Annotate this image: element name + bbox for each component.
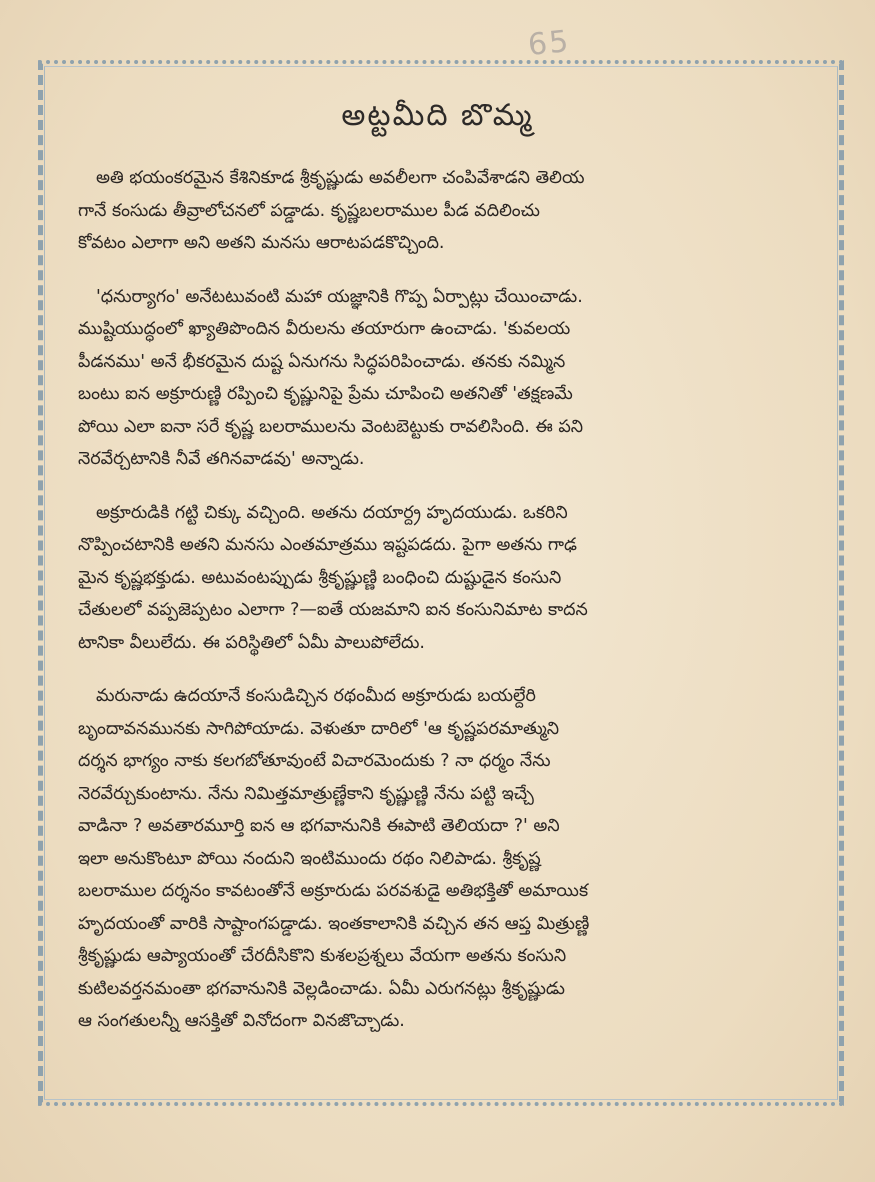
text-line: అక్రూరుడికి గట్టి చిక్కు వచ్చింది. అతను దయార్ద్ర హృదయుడు. ఒకరిని <box>96 502 568 523</box>
text-line: ఇలా అనుకొంటూ పోయి నందుని ఇంటిముందు రథం నిలిపాడు. శ్రీకృష్ణ <box>78 848 541 869</box>
text-line: దర్శన భాగ్యం నాకు కలగబోతూవుంటే విచారమెందుకు ? నా ధర్మం నేను <box>78 751 551 771</box>
text-line: నొప్పించటానికి అతని మనసు ఎంతమాత్రము ఇష్టపడదు. పైగా అతను గాఢ <box>78 535 577 555</box>
text-line: టానికా వీలులేదు. ఈ పరిస్థితిలో ఏమీ పాలుపోలేదు. <box>78 632 425 653</box>
text-line: మైన కృష్ణభక్తుడు. అటువంటప్పుడు శ్రీకృష్ణుణ్ణి బంధించి దుష్టుడైన కంసుని <box>78 567 562 588</box>
paragraph-3 <box>78 497 778 660</box>
text-line: బంటు ఐన అక్రూరుణ్ణి రప్పించి కృష్ణునిపై ప్రేమ చూపించి అతనితో 'తక్షణమే <box>78 384 573 404</box>
text-line: శ్రీకృష్ణుడు ఆప్యాయంతో చేరదీసికొని కుశలప్రశ్నలు వేయగా అతను కంసుని <box>78 946 567 966</box>
text-line: 'ధనుర్యాగం' అనేటటువంటి మహా యజ్ఞానికి గొప్ప ఏర్పాట్లు చేయించాడు. <box>96 286 583 307</box>
text-line: హృదయంతో వారికి సాష్టాంగపడ్డాడు. ఇంతకాలానికి వచ్చిన తన ఆప్త మిత్రుణ్ణి <box>78 913 590 934</box>
page-title: అట్టమీది బొమ్మ <box>341 98 534 133</box>
text-line: చేతులలో వప్పజెప్పటం ఎలాగా ?—ఐతే యజమాని ఐన కంసునిమాట కాదన <box>78 600 588 620</box>
paragraph-1 <box>78 162 778 260</box>
paragraph-2 <box>78 281 778 476</box>
text-line: బలరాముల దర్శనం కావటంతోనే అక్రూరుడు పరవశుడై అతిభక్తితో అమాయిక <box>78 881 589 901</box>
text-line: నెరవేర్చుకుంటాను. నేను నిమిత్తమాత్రుణ్ణేకాని కృష్ణుణ్ణి నేను పట్టి ఇచ్చే <box>78 783 534 804</box>
text-line: గానే కంసుడు తీవ్రాలోచనలో పడ్డాడు. కృష్ణబలరాముల పీడ వదిలించు <box>78 200 540 221</box>
text-line: ఆ సంగతులన్నీ ఆసక్తితో వినోదంగా వినజొచ్చాడు. <box>78 1011 405 1031</box>
text-line: పీడనము' అనే భీకరమైన దుష్ట ఏనుగను సిద్ధపరిపించాడు. తనకు నమ్మిన <box>78 351 566 372</box>
story-body <box>78 162 778 1059</box>
paragraph-4 <box>78 680 778 1038</box>
text-line: పోయి ఎలా ఐనా సరే కృష్ణ బలరాములను వెంటబెట్టుకు రావలిసింది. ఈ పని <box>78 416 584 437</box>
text-line: అతి భయంకరమైన కేశినికూడ శ్రీకృష్ణుడు అవలీలగా చంపివేశాడని తెలియ <box>96 168 585 188</box>
text-line: వాడినా ? అవతారమూర్తి ఐన ఆ భగవానునికి ఈపాటి తెలియదా ?' అని <box>78 816 560 836</box>
text-line: బృందావనమునకు సాగిపోయాడు. వెళుతూ దారిలో 'ఆ కృష్ణపరమాత్ముని <box>78 718 560 739</box>
text-line: కోవటం ఎలాగా అని అతని మనసు ఆరాటపడకొచ్చింది. <box>78 233 445 253</box>
text-line: ముష్టియుద్ధంలో ఖ్యాతిపొందిన వీరులను తయారుగా ఉంచాడు. 'కువలయ <box>78 319 571 339</box>
text-line: మరునాడు ఉదయానే కంసుడిచ్చిన రథంమీద అక్రూరుడు బయల్దేరి <box>96 686 536 706</box>
text-line: నెరవేర్చటానికి నీవే తగినవాడవు' అన్నాడు. <box>78 449 365 469</box>
text-line: కుటిలవర్తనమంతా భగవానునికి వెల్లడించాడు. ఏమీ ఎరుగనట్లు శ్రీకృష్ణుడు <box>78 978 565 999</box>
pencil-page-mark: 65 <box>526 23 572 64</box>
